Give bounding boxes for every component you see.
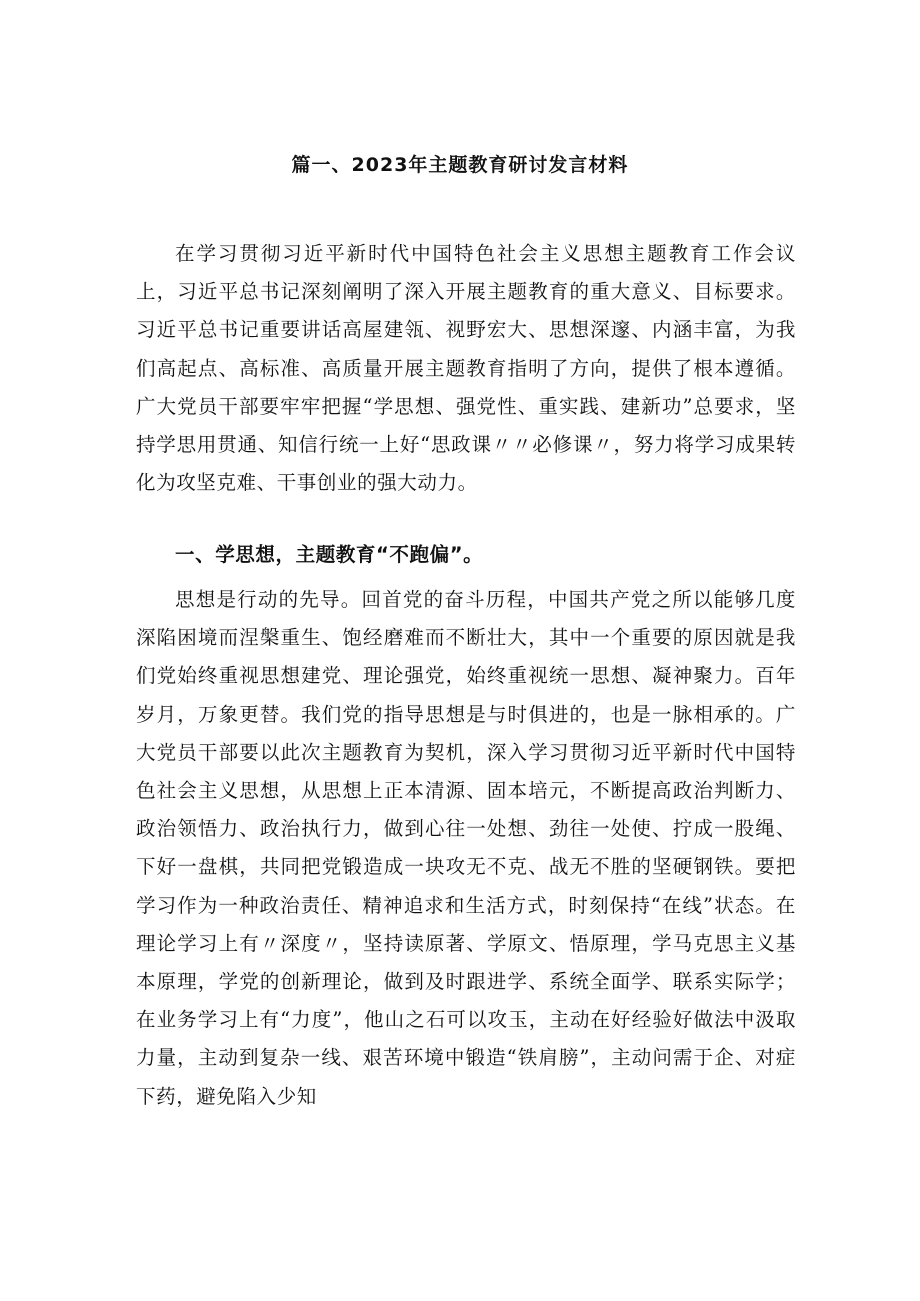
document-title: 篇一、2023年主题教育研讨发言材料 [291, 154, 629, 176]
paragraph-2 [136, 581, 796, 1116]
paragraph-1 [136, 235, 796, 502]
paragraph-1-text: 在学习贯彻习近平新时代中国特色社会主义思想主题教育工作会议上，习近平总书记深刻阐明了深入开展主题教育的重大意义、目标要求。习近平总书记重要讲话高屋建瓴、视野宏大、思想深邃、内涵丰富，为我们高起点、高标准、高质量开展主题教育指明了方向，提供了根本遵循。广大党员干部要牢牢把握“学思想、强党性、重实践、建新功”总要求，坚持学思用贯通、知信行统一上好“思政课〃〃必修课〃，努力将学习成果转化为攻坚克难、干事创业的强大动力。 [136, 242, 796, 495]
paragraph-2-text: 思想是行动的先导。回首党的奋斗历程，中国共产党之所以能够几度深陷困境而涅槃重生、饱经磨难而不断壮大，其中一个重要的原因就是我们党始终重视思想建党、理论强党，始终重视统一思想、凝神聚力。百年岁月，万象更替。我们党的指导思想是与时俱进的，也是一脉相承的。广大党员干部要以此次主题教育为契机，深入学习贯彻习近平新时代中国特色社会主义思想，从思想上正本清源、固本培元，不断提高政治判断力、政治领悟力、政治执行力，做到心往一处想、劲往一处使、拧成一股绳、下好一盘棋，共同把党锻造成一块攻无不克、战无不胜的坚硬钢铁。要把学习作为一种政治责任、精神追求和生活方式，时刻保持“在线”状态。在理论学习上有〃深度〃，坚持读原著、学原文、悟原理，学马克思主义基本原理，学党的创新理论，做到及时跟进学、系统全面学、联系实际学；在业务学习上有“力度”，他山之石可以攻玉，主动在好经验好做法中汲取力量，主动到复杂一线、艰苦环境中锻造“铁肩膀”，主动问需于企、对症下药，避免陷入少知 [136, 588, 796, 1108]
section-heading-1: 一、学思想，主题教育“不跑偏”。 [175, 543, 484, 566]
